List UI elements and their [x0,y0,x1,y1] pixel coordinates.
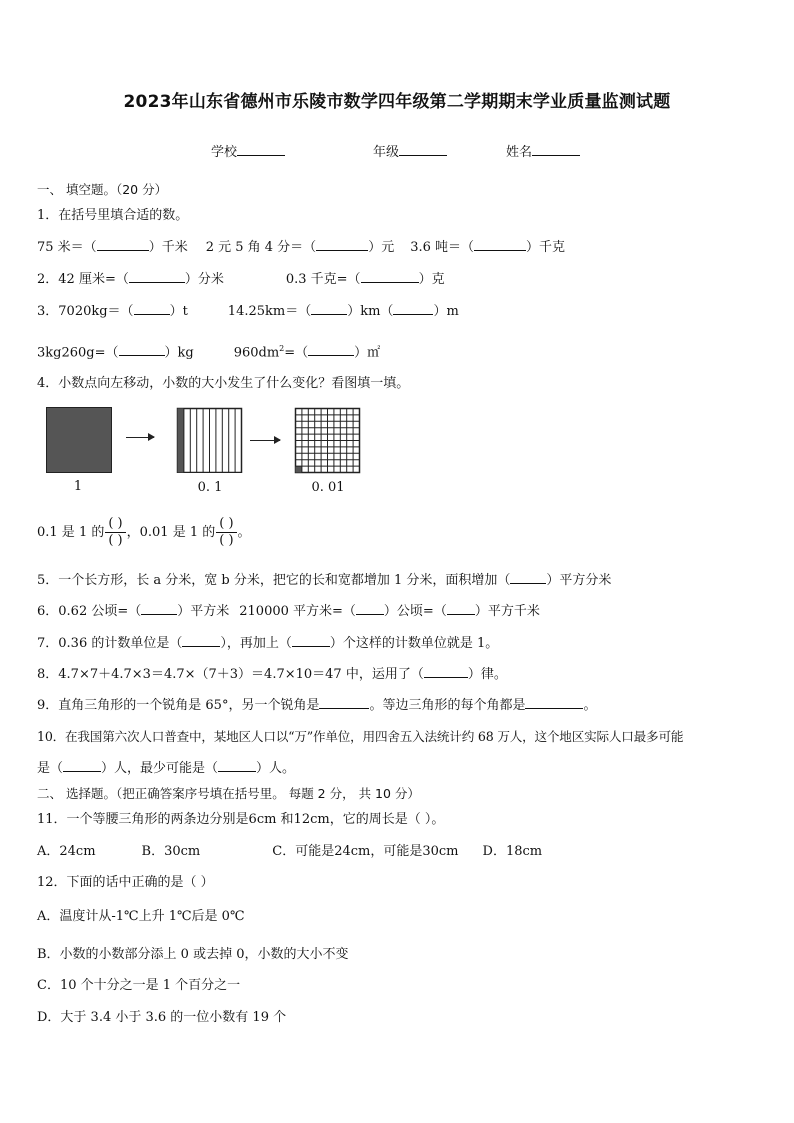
section-2-heading: 二、 选择题。（把正确答案序号填在括号里。 每题 2 分， 共 10 分） [37,786,420,801]
answer-blank[interactable] [361,270,419,283]
question-2: 2．42 厘米=（ ）分米 0.3 千克=（ ）克 [37,272,445,287]
section-1-heading: 一、 填空题。（20 分） [37,182,168,197]
answer-blank[interactable] [424,665,468,678]
fraction-blank-1[interactable]: $\frac{( )}{( )}$ [105,516,125,549]
tenths-figure [176,407,244,473]
option-b[interactable]: B．30cm [141,844,201,859]
option-c[interactable]: C．10 个十分之一是 1 个百分之一 [37,978,241,993]
figure-3-caption: 0. 01 [311,480,345,495]
answer-blank[interactable] [393,302,433,315]
answer-blank[interactable] [292,634,330,647]
option-d[interactable]: D．大于 3.4 小于 3.6 的一位小数有 19 个 [37,1010,287,1025]
arrow-2-icon [250,440,280,441]
figure-1-caption: 1 [73,479,83,494]
question-4-answer: 0.1 是 1 的 $\frac{( )}{( )}$ ，0.01 是 1 的 $\frac{( )}{( )}$ 。 [37,516,251,548]
option-a[interactable]: A．温度计从-1℃上升 1℃后是 0℃ [37,909,245,924]
answer-blank[interactable] [510,571,546,584]
question-10-line-1: 10．在我国第六次人口普查中，某地区人口以“万”作单位，用四舍五入法统计约 68 万人，这个地区实际人口最多可能 [37,729,684,744]
option-a[interactable]: A．24cm [37,844,96,859]
answer-blank[interactable] [119,343,165,356]
question-11-stem: 11．一个等腰三角形的两条边分别是6cm 和12cm，它的周长是（ ）。 [37,812,445,827]
school-blank[interactable] [237,143,285,156]
answer-blank[interactable] [311,302,347,315]
question-6: 6．0.62 公顷=（ ）平方米 210000 平方米=（ ）公顷=（ ）平方千米 [37,604,540,619]
answer-blank[interactable] [356,602,384,615]
answer-blank[interactable] [141,602,177,615]
question-8: 8．4.7×7＋4.7×3＝4.7×（7＋3）＝4.7×10＝47 中，运用了（ ）律。 [37,667,507,682]
answer-blank[interactable] [474,238,526,251]
question-3-row-2: 3kg260g=（ ）kg $960dm^2=$（ ）㎡ [37,344,381,361]
page-title: 2023年山东省德州市乐陵市数学四年级第二学期期末学业质量监测试题 [123,92,671,112]
school-field[interactable] [211,141,285,160]
option-d[interactable]: D．18cm [482,844,543,859]
answer-blank[interactable] [316,238,368,251]
question-4-stem: 4．小数点向左移动，小数的大小发生了什么变化？看图填一填。 [37,376,410,391]
answer-blank[interactable] [182,634,220,647]
question-7: 7．0.36 的计数单位是（ ），再加上（ ）个这样的计数单位就是 1。 [37,636,499,651]
answer-blank[interactable] [129,270,185,283]
question-1-row-1: 75 米＝（ ）千米 2 元 5 角 4 分＝（ ）元 3.6 吨＝（ ）千克 [37,240,566,255]
question-5: 5．一个长方形，长 a 分米，宽 b 分米，把它的长和宽都增加 1 分米，面积增加（ ）平方分米 [37,573,612,588]
name-label: 姓名 [506,145,533,160]
name-field[interactable] [506,141,580,160]
grade-field[interactable] [373,141,447,160]
option-c[interactable]: C．可能是24cm，可能是30cm [272,844,459,859]
name-blank[interactable] [532,143,580,156]
whole-square-figure [46,407,112,473]
option-b[interactable]: B．小数的小数部分添上 0 或去掉 0，小数的大小不变 [37,947,349,962]
question-12-stem: 12．下面的话中正确的是（ ） [37,875,214,890]
question-1-stem: 1．在括号里填合适的数。 [37,208,189,223]
fraction-blank-2[interactable]: $\frac{( )}{( )}$ [216,516,236,549]
answer-blank[interactable] [134,302,170,315]
question-10-line-2: 是（ ）人，最少可能是（ ）人。 [37,761,296,776]
answer-blank[interactable] [63,759,101,772]
answer-blank[interactable] [447,602,475,615]
grade-blank[interactable] [399,143,447,156]
question-9: 9．直角三角形的一个锐角是 65°，另一个锐角是 。等边三角形的每个角都是 。 [37,698,597,713]
answer-blank[interactable] [319,696,369,709]
arrow-1-icon [126,437,154,438]
hundredths-figure [294,407,362,475]
answer-blank[interactable] [525,696,583,709]
school-label: 学校 [211,145,238,160]
answer-blank[interactable] [97,238,149,251]
answer-blank[interactable] [218,759,256,772]
grade-label: 年级 [373,145,400,160]
figure-2-caption: 0. 1 [197,480,223,495]
question-11-options [37,843,542,861]
question-3-row-1: 3．7020kg＝（ ）t 14.25km＝（ ）km（ ）m [37,304,459,319]
answer-blank[interactable] [308,343,354,356]
